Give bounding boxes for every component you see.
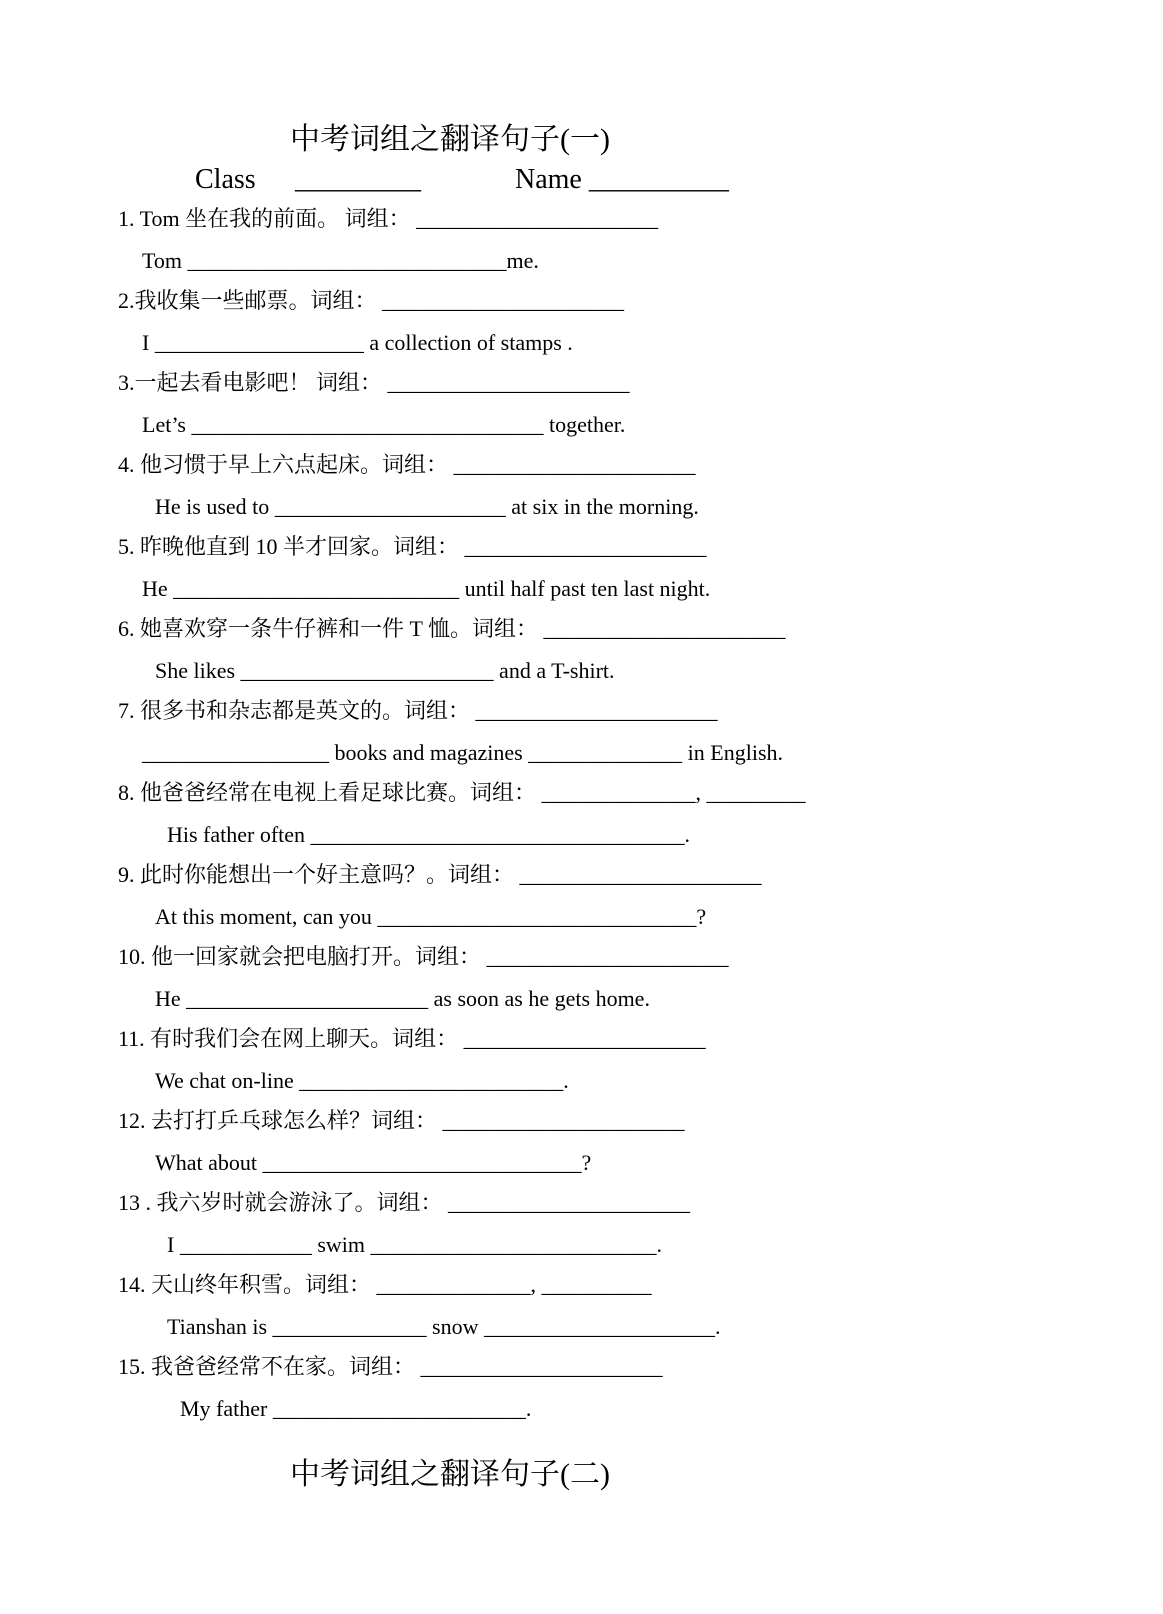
question-12-chinese: 12. 去打打乒乓球怎么样？词组： ______________________ <box>118 1108 685 1133</box>
question-10-english: He ______________________ as soon as he gets home. <box>155 986 650 1011</box>
question-5-chinese: 5. 昨晚他直到 10 半才回家。词组： ______________________ <box>118 534 707 559</box>
question-7-chinese: 7. 很多书和杂志都是英文的。词组： ______________________ <box>118 698 718 723</box>
question-3-english: Let’s ________________________________ together. <box>142 412 626 437</box>
question-15-english: My father _______________________. <box>180 1396 532 1421</box>
worksheet-title-1: 中考词组之翻译句子(一) <box>290 123 610 156</box>
question-10-chinese: 10. 他一回家就会把电脑打开。词组： ______________________ <box>118 944 729 969</box>
question-3-chinese: 3.一起去看电影吧！ 词组： ______________________ <box>118 370 630 395</box>
question-14-chinese: 14. 天山终年积雪。词组： ______________, __________ <box>118 1272 652 1297</box>
question-4-chinese: 4. 他习惯于早上六点起床。词组： ______________________ <box>118 452 696 477</box>
question-1-english: Tom _____________________________me. <box>142 248 539 273</box>
question-2-english: I ___________________ a collection of stamps . <box>142 330 573 355</box>
question-11-english: We chat on-line ________________________. <box>155 1068 569 1093</box>
class-label: Class <box>195 164 256 195</box>
class-blank: _________ <box>295 164 421 195</box>
question-7-english: _________________ books and magazines ______________ in English. <box>142 740 784 765</box>
name-label: Name <box>515 164 582 195</box>
question-13-chinese: 13 . 我六岁时就会游泳了。词组： ______________________ <box>118 1190 691 1215</box>
question-6-chinese: 6. 她喜欢穿一条牛仔裤和一件 T 恤。词组： ______________________ <box>118 616 786 641</box>
worksheet-title-2: 中考词组之翻译句子(二) <box>290 1458 610 1491</box>
class-name-header <box>195 166 729 194</box>
question-15-chinese: 15. 我爸爸经常不在家。词组： ______________________ <box>118 1354 663 1379</box>
question-14-english: Tianshan is ______________ snow _____________________. <box>167 1314 721 1339</box>
question-11-chinese: 11. 有时我们会在网上聊天。词组： ______________________ <box>118 1026 706 1051</box>
question-8-english: His father often __________________________________. <box>167 822 691 847</box>
question-9-english: At this moment, can you _____________________________? <box>155 904 707 929</box>
question-4-english: He is used to _____________________ at six in the morning. <box>155 494 699 519</box>
question-8-chinese: 8. 他爸爸经常在电视上看足球比赛。词组： ______________, _________ <box>118 780 806 805</box>
question-9-chinese: 9. 此时你能想出一个好主意吗？。词组： ______________________ <box>118 862 762 887</box>
question-13-english: I ____________ swim __________________________. <box>167 1232 662 1257</box>
question-1-chinese: 1. Tom 坐在我的前面。 词组： ______________________ <box>118 206 659 231</box>
question-12-english: What about _____________________________? <box>155 1150 592 1175</box>
name-blank: __________ <box>588 164 729 195</box>
question-2-chinese: 2.我收集一些邮票。词组： ______________________ <box>118 288 625 313</box>
question-6-english: She likes _______________________ and a T-shirt. <box>155 658 615 683</box>
question-5-english: He __________________________ until half past ten last night. <box>142 576 711 601</box>
